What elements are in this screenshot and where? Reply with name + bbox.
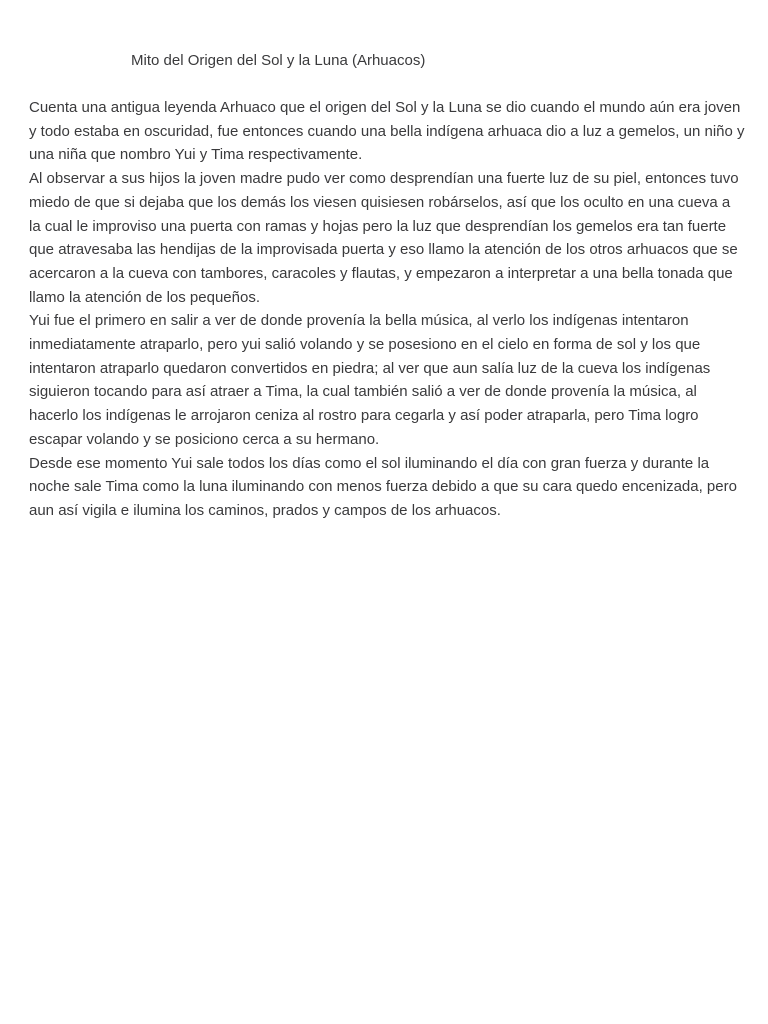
paragraph-3: Yui fue el primero en salir a ver de donde provenía la bella música, al verlo los indígenas intentaron inmediatamente atraparlo, pero yui salió volando y se posesiono en el cielo en forma de sol y los que intentaron atraparlo quedaron convertidos en piedra; al ver que aun salía luz de la cueva los indígenas siguieron tocando para así atraer a Tima, la cual también salió a ver de donde provenía la música, al hacerlo los indígenas le arrojaron ceniza al rostro para cegarla y así poder atraparla, pero Tima logro escapar volando y se posiciono cerca a su hermano.	[29, 312, 711, 448]
paragraph-2: Al observar a sus hijos la joven madre pudo ver como desprendían una fuerte luz de su piel, entonces tuvo miedo de que si dejaba que los demás los viesen quisiesen robárselos, así que los oculto en una cueva a la cual le improviso una puerta con ramas y hojas pero la luz que desprendían los gemelos era tan fuerte que atravesaba las hendijas de la improvisada puerta y eso llamo la atención de los otros arhuacos que se acercaron a la cueva con tambores, caracoles y flautas, y empezaron a interpretar a una bella tonada que llamo la atención de los pequeños.	[29, 170, 739, 306]
document-body	[29, 96, 745, 523]
document-title: Mito del Origen del Sol y la Luna (Arhuacos)	[131, 52, 426, 69]
paragraph-4: Desde ese momento Yui sale todos los días como el sol iluminando el día con gran fuerza y durante la noche sale Tima como la luna iluminando con menos fuerza debido a que su cara quedo encenizada, pero aun así vigila e ilumina los caminos, prados y campos de los arhuacos.	[29, 454, 737, 519]
paragraph-1: Cuenta una antigua leyenda Arhuaco que el origen del Sol y la Luna se dio cuando el mundo aún era joven y todo estaba en oscuridad, fue entonces cuando una bella indígena arhuaca dio a luz a gemelos, un niño y una niña que nombro Yui y Tima respectivamente.	[29, 99, 745, 164]
